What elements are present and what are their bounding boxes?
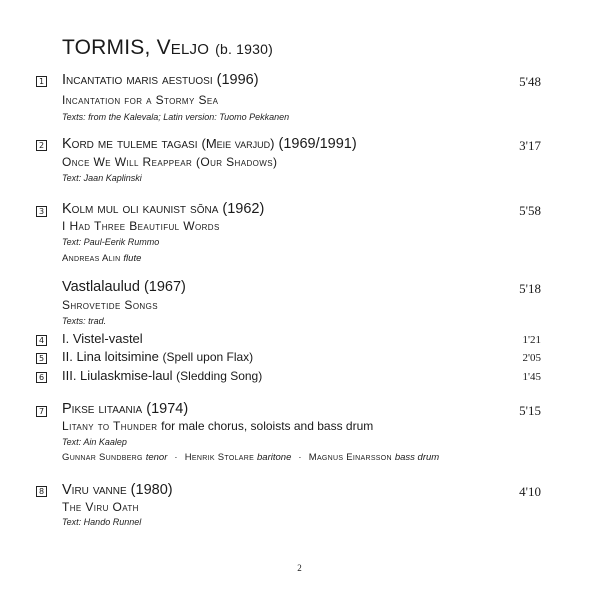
- performer-role: flute: [123, 253, 142, 264]
- track-number-badge: 7: [36, 406, 47, 417]
- movement-title: [62, 349, 253, 364]
- track-duration: 3'17: [519, 138, 541, 153]
- track-year: (1969/1991): [278, 136, 357, 152]
- performer-separator: ·: [298, 452, 302, 463]
- track-duration: 5'48: [519, 74, 541, 89]
- track-number-badge: 2: [36, 140, 47, 151]
- track-title-paren: (Meie varjud): [201, 136, 275, 151]
- track-credit: Text: Ain Kaalep: [62, 437, 127, 447]
- track-year: (1996): [216, 72, 259, 88]
- track-number-badge: 3: [36, 206, 47, 217]
- work-year: (1967): [143, 279, 186, 295]
- movement-name: III. Liulaskmise-laul: [62, 368, 173, 383]
- track-title-text: Viru vanne: [62, 482, 127, 498]
- track-number-badge: 8: [36, 486, 47, 497]
- track-subtitle-paren: (Our Shadows): [195, 155, 278, 169]
- track-title-text: Kolm mul oli kaunist sõna: [62, 201, 219, 217]
- composer-birth-year: (b. 1930): [215, 41, 273, 57]
- performer-name: Magnus Einarsson: [308, 452, 392, 463]
- track-credit: Text: Paul-Eerik Rummo: [62, 237, 160, 247]
- track-subtitle: I Had Three Beautiful Words: [62, 219, 220, 233]
- movement-title: [62, 368, 262, 383]
- movement-duration: 1'45: [522, 371, 541, 383]
- track-duration: 4'10: [519, 484, 541, 499]
- track-year: (1980): [130, 482, 173, 498]
- track-title: [62, 201, 264, 217]
- track-subtitle-text: Once We Will Reappear: [62, 155, 193, 169]
- track-title-text: Kord me tuleme tagasi: [62, 136, 198, 152]
- work-credit: Texts: trad.: [62, 316, 107, 326]
- track-subtitle: [62, 155, 277, 169]
- track-performers: [62, 452, 439, 463]
- track-subtitle: [62, 419, 373, 433]
- track-credit: Text: Jaan Kaplinski: [62, 173, 142, 183]
- track-year: (1974): [146, 401, 189, 417]
- performer-name: Andreas Alin: [62, 253, 121, 264]
- track-title: [62, 136, 357, 152]
- performer-separator: ·: [174, 452, 178, 463]
- composer-surname: TORMIS,: [62, 36, 151, 59]
- track-title: [62, 401, 188, 417]
- work-subtitle: Shrovetide Songs: [62, 298, 158, 312]
- track-number-badge: 4: [36, 335, 47, 346]
- track-subtitle: The Viru Oath: [62, 500, 139, 514]
- performer-role: tenor: [145, 452, 168, 463]
- track-subtitle: Incantation for a Stormy Sea: [62, 93, 219, 107]
- movement-name: II. Lina loitsimine: [62, 349, 159, 364]
- movement-duration: 1'21: [522, 334, 541, 346]
- performer-name: Gunnar Sundberg: [62, 452, 143, 463]
- track-title-text: Incantatio maris aestuosi: [62, 72, 213, 88]
- track-title-text: Pikse litaania: [62, 401, 143, 417]
- track-subtitle-text: Litany to Thunder: [62, 419, 158, 433]
- work-title: [62, 279, 186, 295]
- track-year: (1962): [222, 201, 265, 217]
- performer-name: Henrik Stolare: [184, 452, 255, 463]
- work-title-text: Vastlalaulud: [62, 279, 140, 295]
- track-title: [62, 72, 259, 88]
- track-duration: 5'15: [519, 403, 541, 418]
- track-credit: Texts: from the Kalevala; Latin version: Tuomo Pekkanen: [62, 112, 290, 122]
- track-number-badge: 1: [36, 76, 47, 87]
- composer-heading: [62, 36, 273, 60]
- track-number-badge: 6: [36, 372, 47, 383]
- track-subtitle-rest: for male chorus, soloists and bass drum: [161, 419, 374, 433]
- performer-role: baritone: [257, 452, 292, 463]
- work-duration: 5'18: [519, 281, 541, 296]
- movement-duration: 2'05: [522, 352, 541, 364]
- page-number: 2: [297, 563, 302, 573]
- track-number-badge: 5: [36, 353, 47, 364]
- movement-title: [62, 331, 143, 346]
- track-duration: 5'58: [519, 203, 541, 218]
- movement-name: I. Vistel-vastel: [62, 331, 143, 346]
- performer-role: bass drum: [394, 452, 440, 463]
- track-title: [62, 482, 173, 498]
- movement-translation: (Sledding Song): [176, 369, 263, 383]
- track-credit: Text: Hando Runnel: [62, 517, 142, 527]
- track-performer: [62, 253, 141, 264]
- composer-given-name: Veljo: [156, 36, 210, 59]
- movement-translation: (Spell upon Flax): [162, 350, 254, 364]
